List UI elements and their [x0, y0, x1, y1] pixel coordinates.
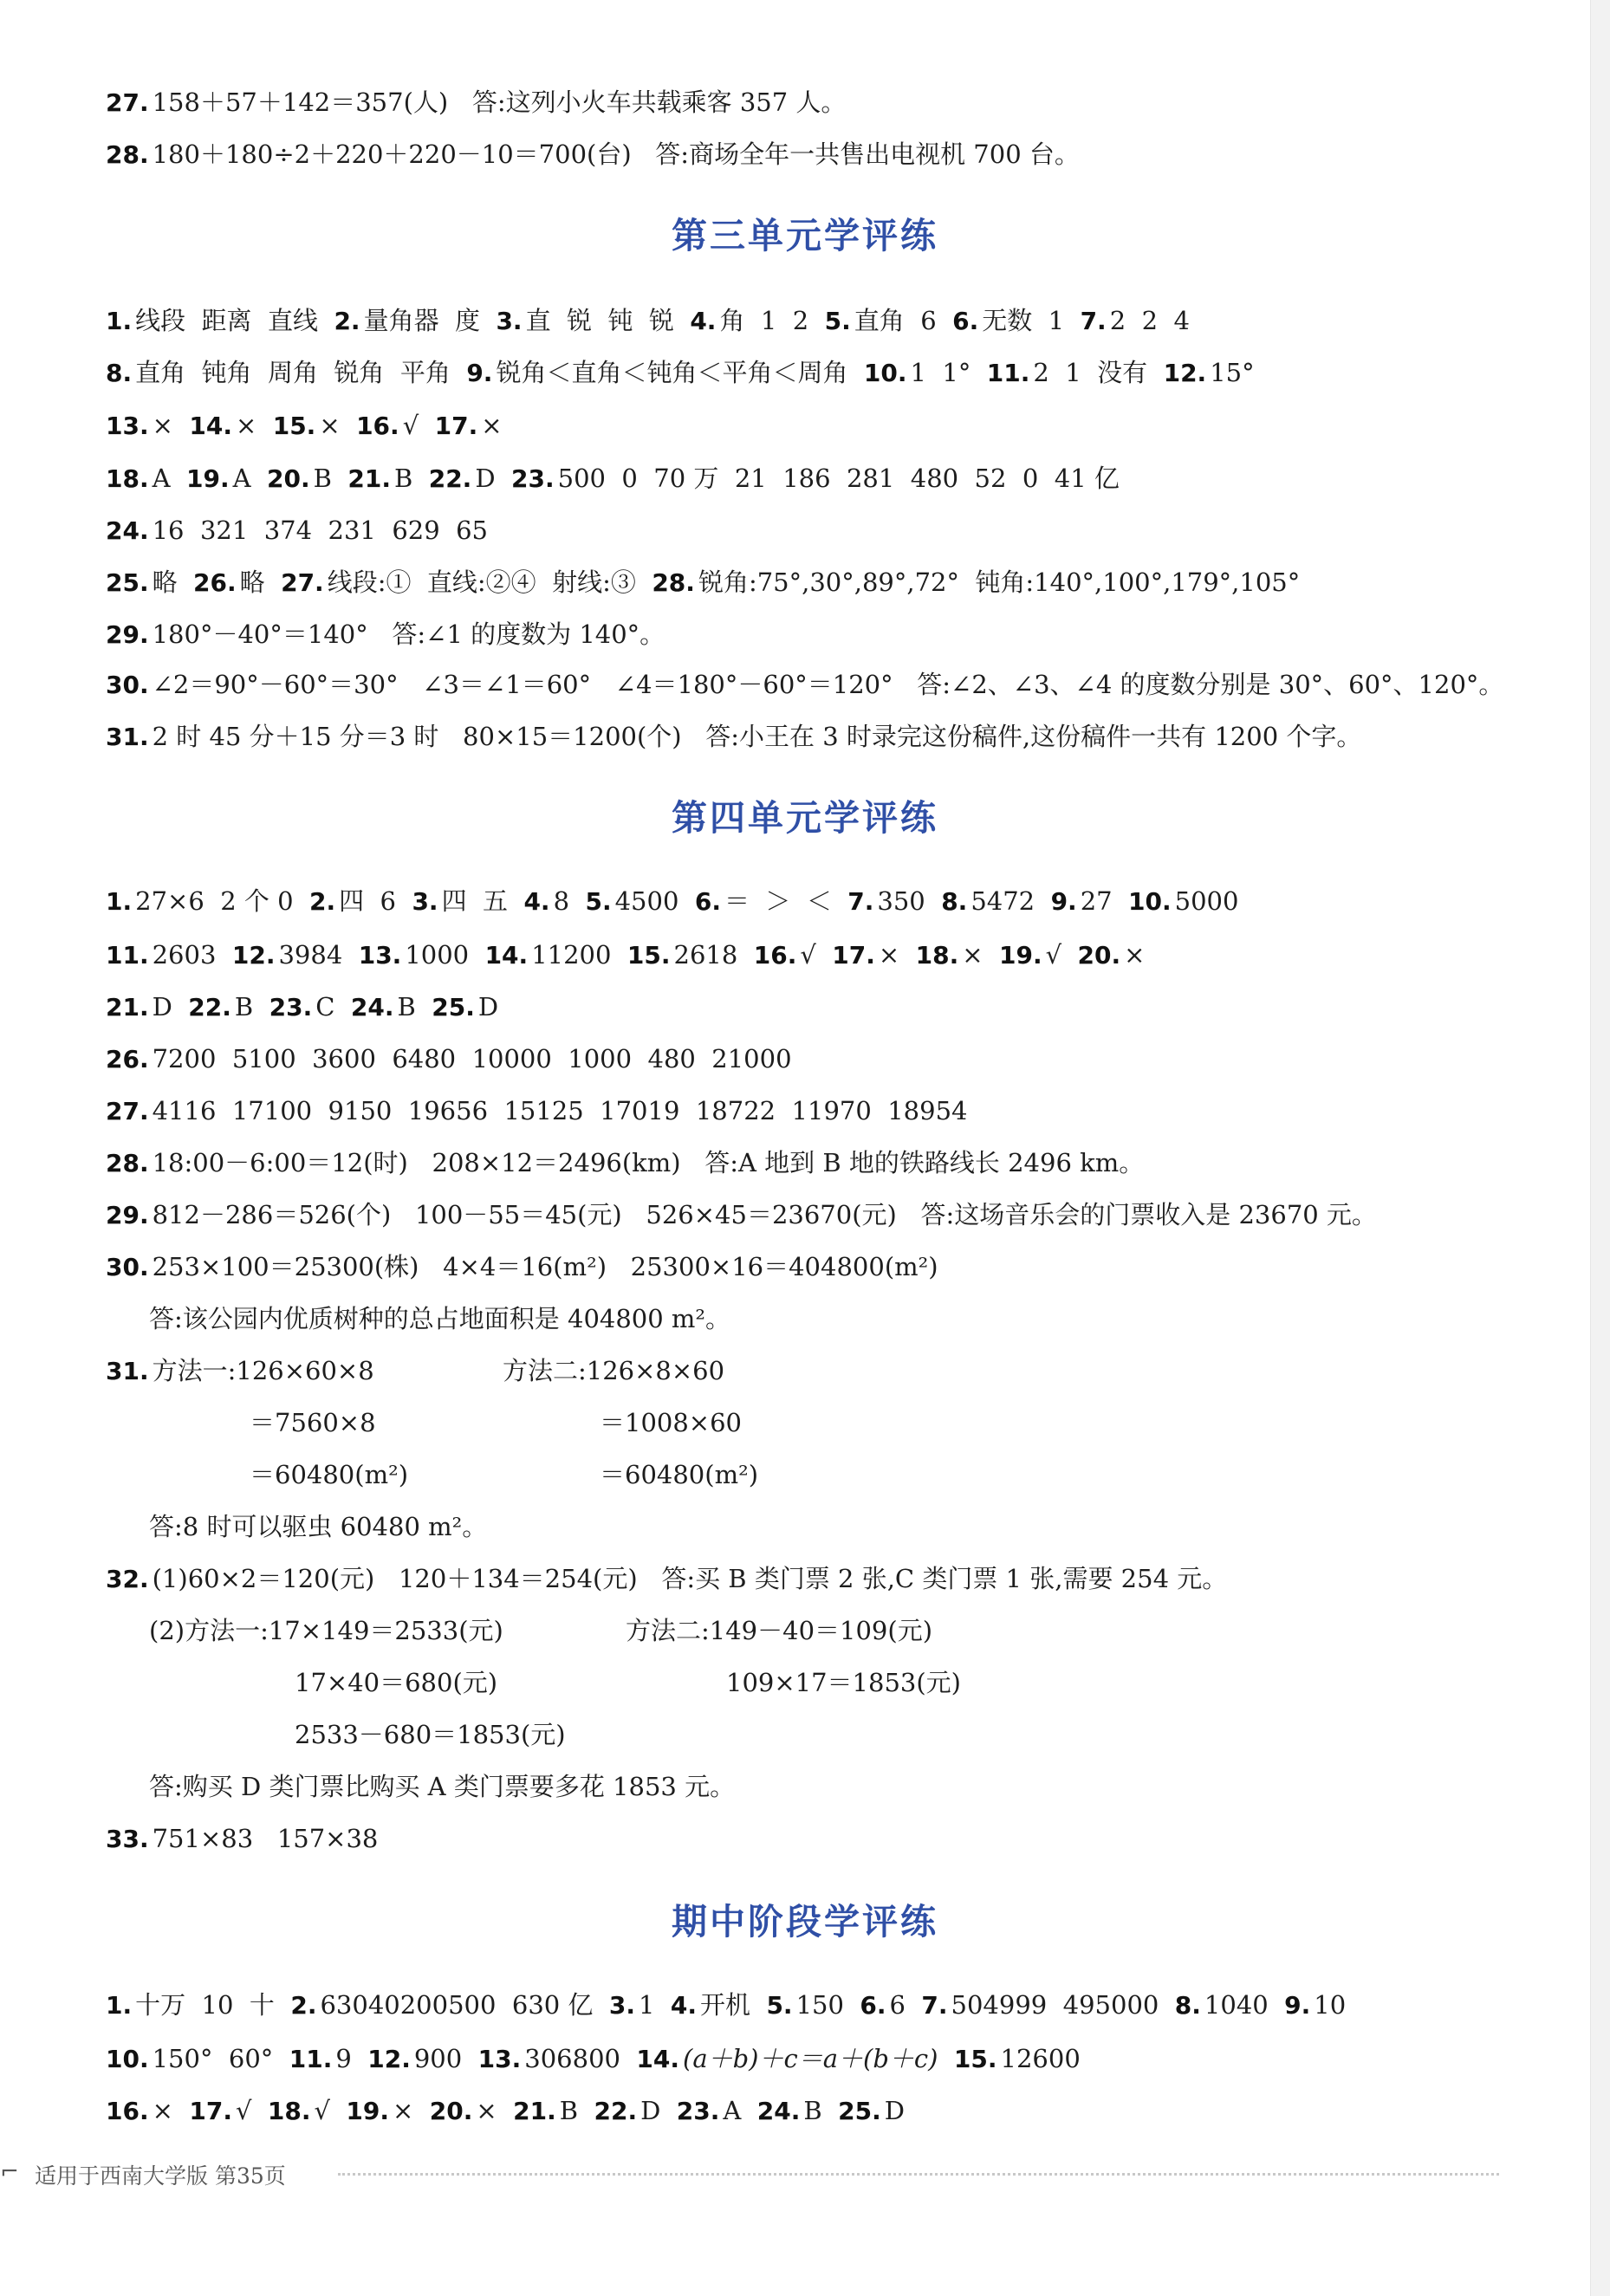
answer-line: ＝1008×60: [600, 1408, 743, 1437]
answer-line: 28. 180＋180÷2＋220＋220－10＝700(台) 答:商场全年一共售出电视机 700 台。: [106, 139, 1080, 169]
answer-line: 21. D 22. B 23. C 24. B 25. D: [106, 992, 499, 1022]
answer-line: 方法二:149－40＝109(元): [626, 1616, 933, 1645]
answer-line: 31. 2 时 45 分＋15 分＝3 时 80×15＝1200(个) 答:小王在 3 时录完这份稿件,这份稿件一共有 1200 个字。: [106, 722, 1362, 751]
answer-line: 13. × 14. × 15. × 16. √ 17. ×: [106, 411, 503, 440]
answer-line: 8. 直角 钝角 周角 锐角 平角 9. 锐角＜直角＜钝角＜平角＜周角 10. 1 1° 11. 2 1 没有 12. 15°: [106, 358, 1255, 387]
answer-line: 1. 线段 距离 直线 2. 量角器 度 3. 直 锐 钝 锐 4. 角 1 2 5. 直角 6 6. 无数 1 7. 2 2 4: [106, 306, 1190, 335]
answer-line: 17×40＝680(元): [295, 1668, 498, 1697]
answer-line: 31. 方法一:126×60×8: [106, 1356, 374, 1385]
answer-line: ＝60480(m²): [600, 1460, 759, 1489]
answer-line: 25. 略 26. 略 27. 线段:① 直线:②④ 射线:③ 28. 锐角:75°,30°,89°,72° 钝角:140°,100°,179°,105°: [106, 568, 1301, 597]
answer-line: 29. 180°－40°＝140° 答:∠1 的度数为 140°。: [106, 619, 665, 649]
footer-label: 适用于西南大学版 第35页: [35, 2163, 286, 2189]
page-edge: [1590, 0, 1610, 2296]
answer-line: 27. 4116 17100 9150 19656 15125 17019 18722 11970 18954: [106, 1096, 968, 1125]
answer-line: 10. 150° 60° 11. 9 12. 900 13. 306800 14. (a＋b)＋c＝a＋(b＋c) 15. 12600: [106, 2044, 1081, 2073]
unit3-title: 第三单元学评练: [672, 215, 938, 256]
answer-line: 30. 253×100＝25300(株) 4×4＝16(m²) 25300×16＝404800(m²): [106, 1252, 938, 1281]
answer-line: 26. 7200 5100 3600 6480 10000 1000 480 21000: [106, 1044, 792, 1073]
answer-line: 2533－680＝1853(元): [295, 1720, 566, 1749]
midterm-title: 期中阶段学评练: [672, 1901, 938, 1943]
footer-dotted-rule: [338, 2173, 1499, 2176]
answer-line: 27. 158＋57＋142＝357(人) 答:这列小火车共载乘客 357 人。: [106, 88, 847, 117]
answer-line: 11. 2603 12. 3984 13. 1000 14. 11200 15. 2618 16. √ 17. × 18. × 19. √ 20. ×: [106, 940, 1146, 970]
answer-line: 答:8 时可以驱虫 60480 m²。: [149, 1512, 488, 1541]
answer-line: 33. 751×83 157×38: [106, 1824, 379, 1853]
answer-line: 32. (1)60×2＝120(元) 120＋134＝254(元) 答:买 B 类门票 2 张,C 类门票 1 张,需要 254 元。: [106, 1564, 1228, 1593]
answer-line: 答:购买 D 类门票比购买 A 类门票要多花 1853 元。: [149, 1772, 736, 1801]
answer-line: 16. × 17. √ 18. √ 19. × 20. × 21. B 22. D 23. A 24. B 25. D: [106, 2096, 906, 2125]
answer-line: ＝7560×8: [250, 1408, 376, 1437]
corner-mark-icon: ⌐: [0, 2159, 19, 2185]
answer-line: 24. 16 321 374 231 629 65: [106, 516, 489, 545]
answer-line: 方法二:126×8×60: [503, 1356, 725, 1385]
answer-line: 18. A 19. A 20. B 21. B 22. D 23. 500 0 70 万 21 186 281 480 52 0 41 亿: [106, 464, 1120, 493]
answer-line: 109×17＝1853(元): [726, 1668, 961, 1697]
answer-line: 答:该公园内优质树种的总占地面积是 404800 m²。: [149, 1304, 731, 1333]
page-footer: [0, 2154, 1560, 2189]
answer-line: 1. 十万 10 十 2. 63040200500 630 亿 3. 1 4. 开机 5. 150 6. 6 7. 504999 495000 8. 1040 9. 10: [106, 1990, 1347, 2020]
unit4-title: 第四单元学评练: [672, 797, 938, 839]
answer-line: (2)方法一:17×149＝2533(元): [149, 1616, 503, 1645]
answer-line: 29. 812－286＝526(个) 100－55＝45(元) 526×45＝23670(元) 答:这场音乐会的门票收入是 23670 元。: [106, 1200, 1377, 1229]
answer-line: 28. 18:00－6:00＝12(时) 208×12＝2496(km) 答:A 地到 B 地的铁路线长 2496 km。: [106, 1148, 1145, 1177]
answer-line: 1. 27×6 2 个 0 2. 四 6 3. 四 五 4. 8 5. 4500 6. ＝ ＞ ＜ 7. 350 8. 5472 9. 27 10. 5000: [106, 886, 1239, 916]
answer-line: 30. ∠2＝90°－60°＝30° ∠3＝∠1＝60° ∠4＝180°－60°＝120° 答:∠2、∠3、∠4 的度数分别是 30°、60°、120°。: [106, 670, 1504, 699]
answer-line: ＝60480(m²): [250, 1460, 409, 1489]
